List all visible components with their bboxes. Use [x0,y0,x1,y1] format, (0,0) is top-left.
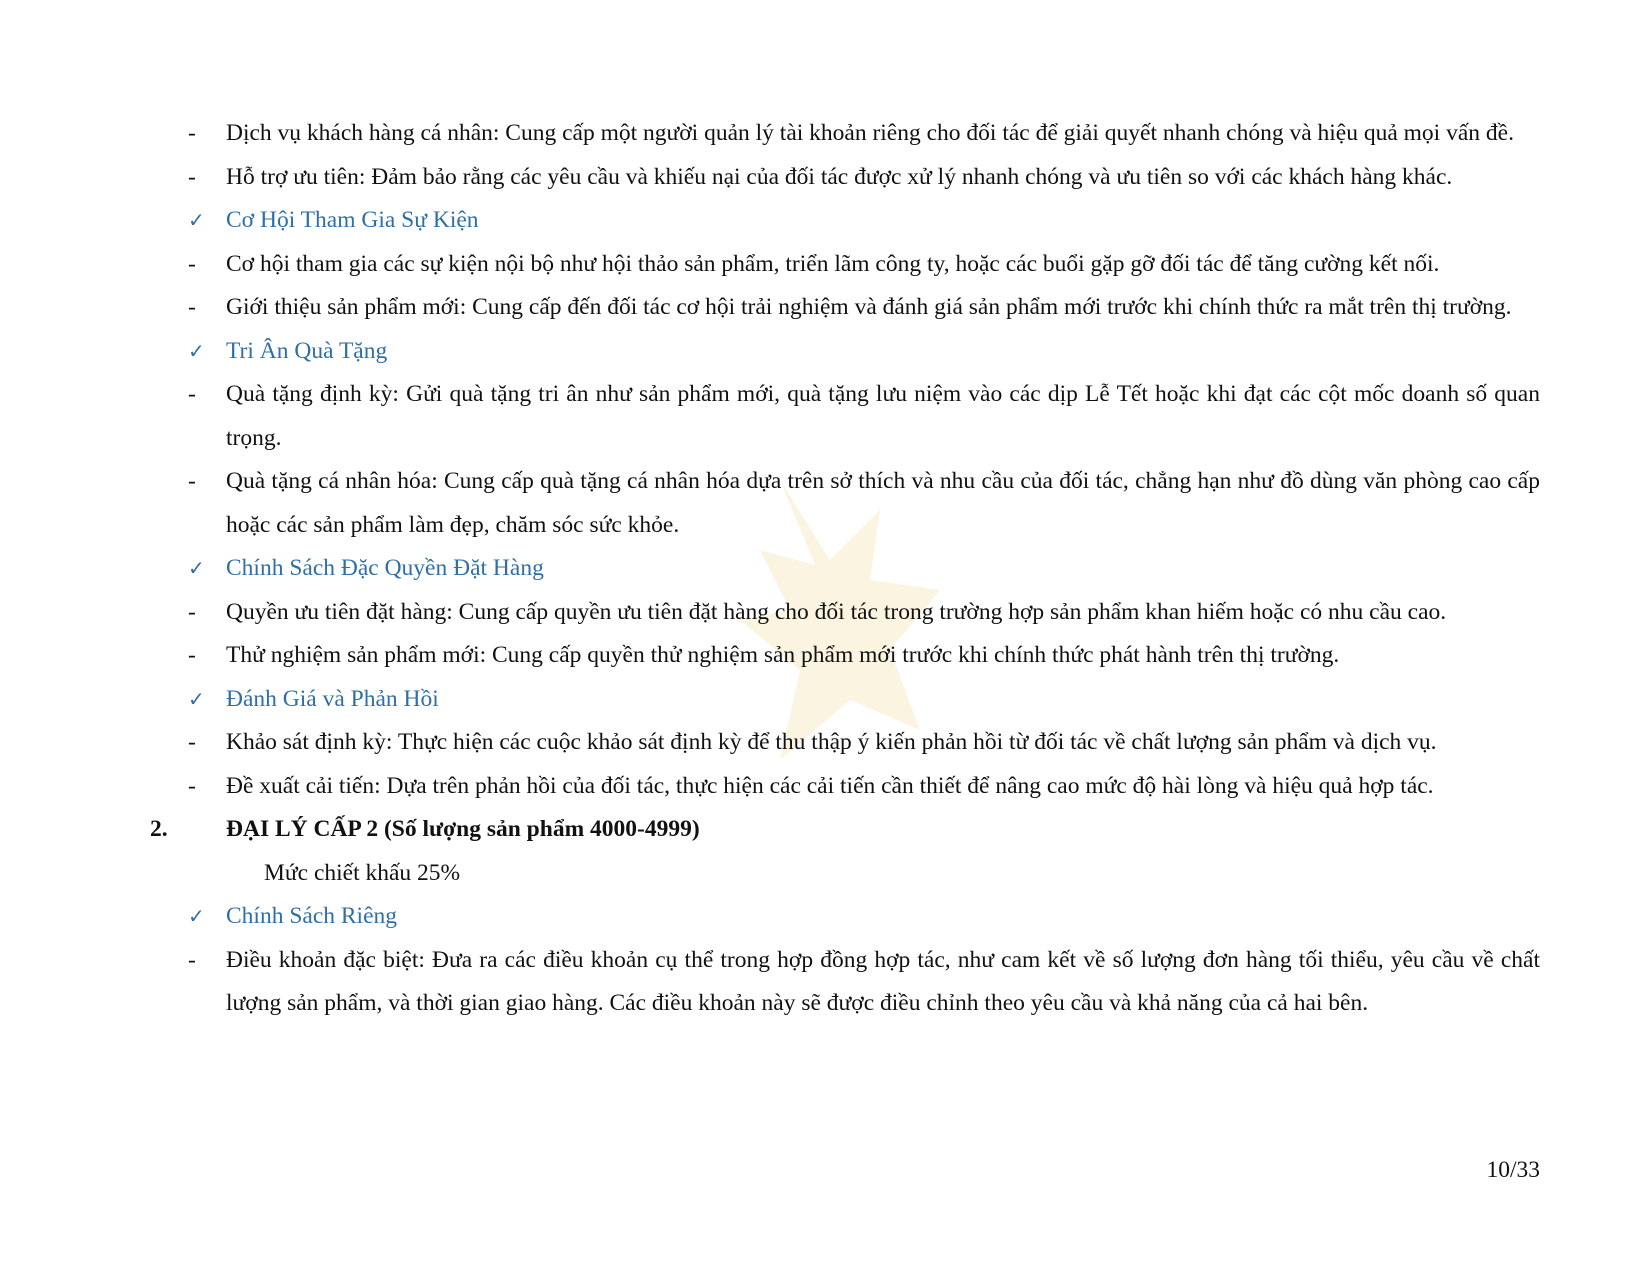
checkmark-icon: ✓ [188,556,205,580]
paragraph [188,852,1540,896]
dash-marker: - [188,250,196,277]
section-heading [150,808,1540,852]
dash-marker: - [188,120,196,146]
dash-marker: - [188,946,196,973]
checkmark-icon: ✓ [188,904,205,928]
bullet-item [188,591,1540,635]
bullet-item [188,286,1540,330]
bullet-item [188,156,1540,200]
dash-marker: - [188,598,196,625]
checkmark-icon: ✓ [188,208,205,232]
checkmark-icon: ✓ [188,686,205,711]
item-text: Đề xuất cải tiến: Dựa trên phản hồi của đối tác, thực hiện các cải tiến cần thiết để nâng cao mức độ hài lòng và hiệu quả hợp tác. [226,772,1434,799]
item-text: Hỗ trợ ưu tiên: Đảm bảo rằng các yêu cầu và khiếu nại của đối tác được xử lý nhanh chóng và ưu tiên so với các khách hàng khác. [226,163,1453,190]
dash-marker: - [188,772,196,799]
bullet-item [188,721,1540,765]
item-text: Cơ hội tham gia các sự kiện nội bộ như hội thảo sản phẩm, triển lãm công ty, hoặc các buổi gặp gỡ đối tác để tăng cường kết nối. [226,250,1440,277]
item-text: Chính Sách Riêng [226,903,398,929]
dash-marker: - [188,163,196,190]
subsection-heading [188,199,1540,243]
dash-marker: - [188,468,196,494]
item-text: Điều khoản đặc biệt: Đưa ra các điều khoản cụ thể trong hợp đồng hợp tác, như cam kết về số lượng đơn hàng tối thiểu, yêu cầu về chất lượng sản phẩm, và thời gian giao hàng. Các điều khoản này sẽ được điều chỉnh theo yêu cầu và khả năng của cả hai bên. [226,946,1540,1016]
item-text: Tri Ân Quà Tặng [226,337,388,364]
subsection-heading [188,330,1540,374]
item-text: Thử nghiệm sản phẩm mới: Cung cấp quyền thử nghiệm sản phẩm mới trước khi chính thức phát hành trên thị trường. [226,642,1340,668]
checkmark-icon: ✓ [188,338,205,363]
item-text: Đánh Giá và Phản Hồi [226,685,439,712]
document-body [150,112,1540,1026]
bullet-item [188,243,1540,287]
subsection-heading [188,547,1540,591]
subsection-heading [188,895,1540,939]
item-text: Quyền ưu tiên đặt hàng: Cung cấp quyền ưu tiên đặt hàng cho đối tác trong trường hợp sản phẩm khan hiếm hoặc có nhu cầu cao. [226,598,1447,625]
item-text: Khảo sát định kỳ: Thực hiện các cuộc khảo sát định kỳ để thu thập ý kiến phản hồi từ đối tác về chất lượng sản phẩm và dịch vụ. [226,729,1437,755]
bullet-item [188,373,1540,460]
dash-marker: - [188,729,196,755]
bullet-item [188,460,1540,547]
dash-marker: - [188,381,196,407]
bullet-item [188,112,1540,156]
item-text: Chính Sách Đặc Quyền Đặt Hàng [226,555,544,581]
item-text: Dịch vụ khách hàng cá nhân: Cung cấp một người quản lý tài khoản riêng cho đối tác để giải quyết nhanh chóng và hiệu quả mọi vấn đề. [226,120,1514,146]
dash-marker: - [188,642,196,668]
bullet-item [188,634,1540,678]
item-text: Mức chiết khấu 25% [264,859,461,886]
item-text: ĐẠI LÝ CẤP 2 (Số lượng sản phẩm 4000-4999) [226,816,700,842]
section-number: 2. [150,816,168,842]
item-text: Quà tặng cá nhân hóa: Cung cấp quà tặng cá nhân hóa dựa trên sở thích và nhu cầu của đối tác, chẳng hạn như đồ dùng văn phòng cao cấp hoặc các sản phẩm làm đẹp, chăm sóc sức khỏe. [226,468,1540,538]
page-number: 10/33 [1486,1157,1540,1183]
item-text: Quà tặng định kỳ: Gửi quà tặng tri ân như sản phẩm mới, quà tặng lưu niệm vào các dịp Lễ Tết hoặc khi đạt các cột mốc doanh số quan trọng. [226,381,1540,451]
bullet-item [188,765,1540,809]
subsection-heading [188,678,1540,722]
bullet-item [188,939,1540,1026]
item-text: Giới thiệu sản phẩm mới: Cung cấp đến đối tác cơ hội trải nghiệm và đánh giá sản phẩm mới trước khi chính thức ra mắt trên thị trường. [226,294,1512,320]
item-text: Cơ Hội Tham Gia Sự Kiện [226,207,479,233]
dash-marker: - [188,294,196,320]
